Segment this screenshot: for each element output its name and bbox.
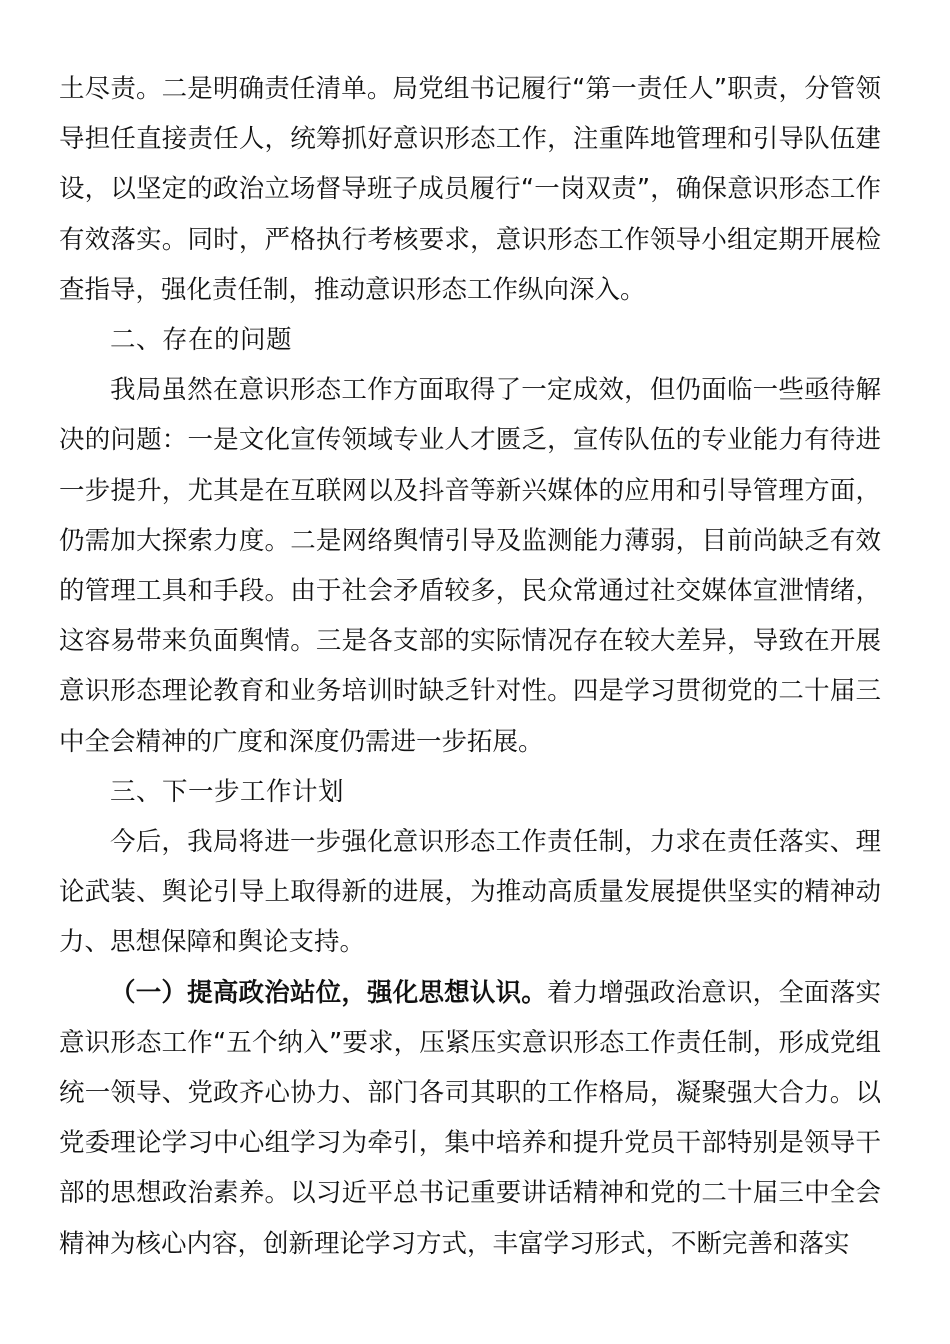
section-heading-problems: 二、存在的问题 (110, 325, 293, 356)
paragraph-next-plan: 今后，我局将进一步强化意识形态工作责任制，力求在责任落实、理论武装、舆论引导上取得新的进展，为推动高质量发展提供坚实的精神动力、思想保障和舆论支持。 (59, 827, 881, 958)
paragraph-political-stance (59, 968, 881, 1269)
paragraph-responsibility-list: 土尽责。二是明确责任清单。局党组书记履行“第一责任人”职责，分管领导担任直接责任人，统筹抓好意识形态工作，注重阵地管理和引导队伍建设，以坚定的政治立场督导班子成员履行“一岗双责”，确保意识形态工作有效落实。同时，严格执行考核要求，意识形态工作领导小组定期开展检查指导，强化责任制，推动意识形态工作纵向深入。 (59, 74, 881, 305)
document-body (59, 64, 881, 1269)
section-heading-next-plan: 三、下一步工作计划 (110, 776, 345, 807)
subheading-political-stance: （一）提高政治站位，强化思想认识。 (110, 977, 547, 1008)
paragraph-problems: 我局虽然在意识形态工作方面取得了一定成效，但仍面临一些亟待解决的问题：一是文化宣传领域专业人才匮乏，宣传队伍的专业能力有待进一步提升，尤其是在互联网以及抖音等新兴媒体的应用和引导管理方面，仍需加大探索力度。二是网络舆情引导及监测能力薄弱，目前尚缺乏有效的管理工具和手段。由于社会矛盾较多，民众常通过社交媒体宣泄情绪，这容易带来负面舆情。三是各支部的实际情况存在较大差异，导致在开展意识形态理论教育和业务培训时缺乏针对性。四是学习贯彻党的二十届三中全会精神的广度和深度仍需进一步拓展。 (59, 375, 881, 757)
paragraph-political-stance-text: 着力增强政治意识，全面落实意识形态工作“五个纳入”要求，压紧压实意识形态工作责任制，形成党组统一领导、党政齐心协力、部门各司其职的工作格局，凝聚强大合力。以党委理论学习中心组学习为牵引，集中培养和提升党员干部特别是领导干部的思想政治素养。以习近平总书记重要讲话精神和党的二十届三中全会精神为核心内容，创新理论学习方式，丰富学习形式，不断完善和落实 (59, 977, 881, 1259)
